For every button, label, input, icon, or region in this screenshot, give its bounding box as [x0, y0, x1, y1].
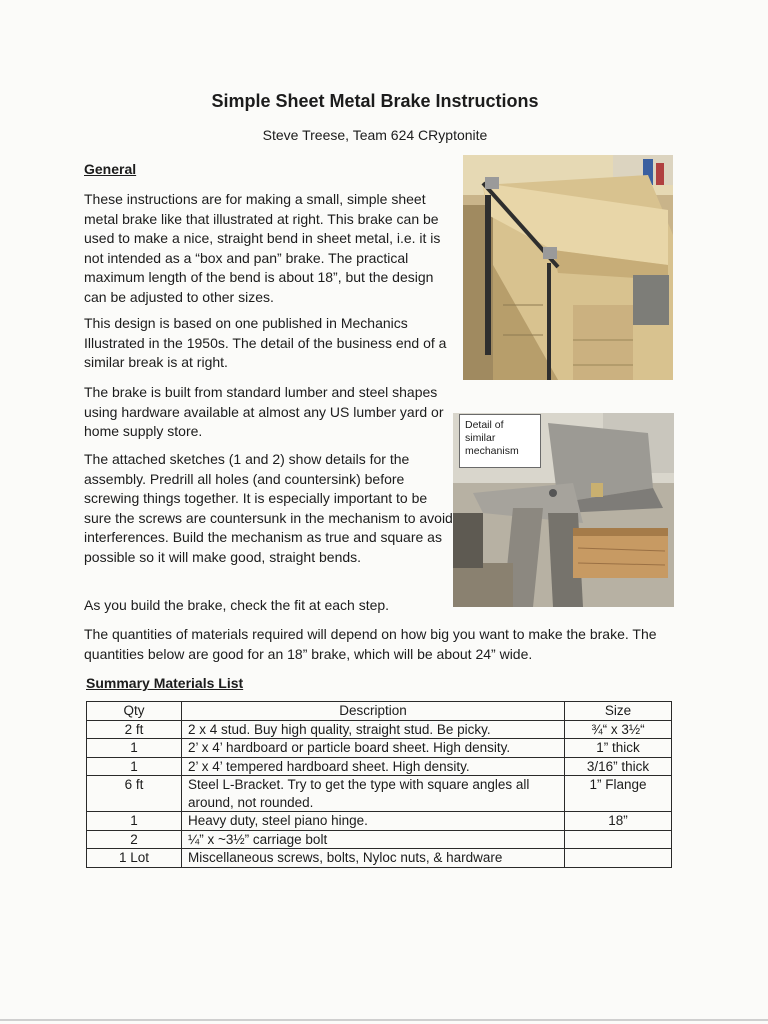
- table-row: [87, 757, 672, 776]
- description-cell: Steel L-Bracket. Try to get the type with square angles all around, not rounded.: [182, 776, 565, 812]
- paragraph-assembly: The attached sketches (1 and 2) show details for the assembly. Predrill all holes (and countersink) before screwing things together. It is especially important to be sure the screws are countersunk in the mechanism to avoid interferences. Build the mechanism as true and square as possible so it will make good, straight bends.: [84, 451, 453, 565]
- qty-cell: 2 ft: [87, 720, 182, 739]
- table-row: [87, 720, 672, 739]
- size-cell: 1” thick: [565, 739, 672, 758]
- table-row: [87, 812, 672, 831]
- qty-cell: 2: [87, 830, 182, 849]
- description-cell: Heavy duty, steel piano hinge.: [182, 812, 565, 831]
- description-cell: 2 x 4 stud. Buy high quality, straight stud. Be picky.: [182, 720, 565, 739]
- column-header-size: Size: [565, 702, 672, 721]
- size-cell: 3/16” thick: [565, 757, 672, 776]
- photo-caption: Detail of similar mechanism: [459, 414, 541, 468]
- size-cell: 1” Flange: [565, 776, 672, 812]
- qty-cell: 1: [87, 739, 182, 758]
- qty-cell: 1: [87, 757, 182, 776]
- brake-photo: [463, 155, 673, 380]
- table-row: [87, 830, 672, 849]
- description-cell: 2’ x 4’ tempered hardboard sheet. High density.: [182, 757, 565, 776]
- scan-bottom-edge: [0, 1019, 768, 1021]
- table-header-row: [87, 702, 672, 721]
- paragraph-design-origin: This design is based on one published in Mechanics Illustrated in the 1950s. The detail of the business end of a similar break is at right.: [84, 315, 447, 370]
- column-header-qty: Qty: [87, 702, 182, 721]
- description-cell: Miscellaneous screws, bolts, Nyloc nuts, & hardware: [182, 849, 565, 868]
- general-heading: General: [84, 161, 137, 177]
- paragraph-check-fit: As you build the brake, check the fit at each step.: [84, 597, 390, 613]
- size-cell: [565, 849, 672, 868]
- qty-cell: 1 Lot: [87, 849, 182, 868]
- size-cell: 18”: [565, 812, 672, 831]
- materials-table: [86, 701, 672, 868]
- paragraph-materials-source: The brake is built from standard lumber and steel shapes using hardware available at almost any US lumber yard or home supply store.: [84, 384, 444, 439]
- description-cell: 2’ x 4’ hardboard or particle board sheet. High density.: [182, 739, 565, 758]
- document-title: Simple Sheet Metal Brake Instructions: [211, 91, 539, 111]
- paragraph-quantities: The quantities of materials required will depend on how big you want to make the brake. The quantities below are good for an 18” brake, which will be about 24” wide.: [84, 626, 657, 662]
- table-row: [87, 776, 672, 812]
- table-row: [87, 739, 672, 758]
- column-header-description: Description: [182, 702, 565, 721]
- document-author: Steve Treese, Team 624 CRyptonite: [262, 127, 488, 143]
- paragraph-intro: These instructions are for making a small, simple sheet metal brake like that illustrated at right. This brake can be used to make a nice, straight bend in sheet metal, i.e. it is not intended as a “box and pan” brake. The practical maximum length of the bend is about 18”, but the design can be adjusted to other sizes.: [84, 191, 441, 305]
- description-cell: ¼” x ~3½” carriage bolt: [182, 830, 565, 849]
- qty-cell: 6 ft: [87, 776, 182, 812]
- size-cell: ¾“ x 3½“: [565, 720, 672, 739]
- qty-cell: 1: [87, 812, 182, 831]
- size-cell: [565, 830, 672, 849]
- table-row: [87, 849, 672, 868]
- materials-heading: Summary Materials List: [86, 675, 244, 691]
